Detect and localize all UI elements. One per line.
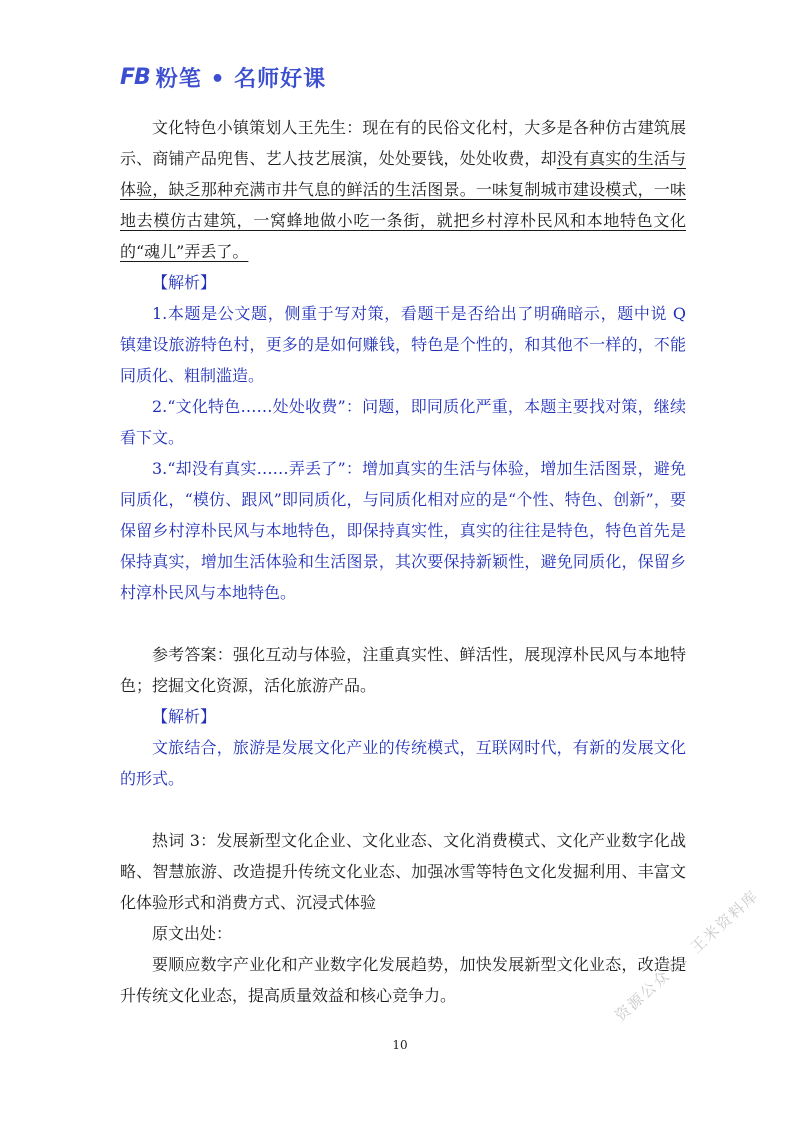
quote-paragraph <box>120 112 686 267</box>
quote-prefix: 文化特色小镇策划人王先生：现在有的民俗文化村，大多是各种仿古建筑展示、商铺产品兜售、艺人技艺展演，处处要钱，处处收费，却 <box>120 118 686 168</box>
source-text: 要顺应数字产业化和产业数字化发展趋势，加快发展新型文化业态，改造提升传统文化业态，提高质量效益和核心竞争力。 <box>120 955 686 1005</box>
analysis-label-2: 【解析】 <box>152 707 217 726</box>
quote-underlined: 没有真实的生活与体验，缺乏那种充满市井气息的鲜活的生活图景。一味复制城市建设模式，一味地去模仿古建筑，一窝蜂地做小吃一条街，就把乡村淳朴民风和本地特色文化的“魂儿”弄丢了。 <box>120 149 686 261</box>
logo-mark: FB <box>120 65 150 90</box>
brand-logo <box>120 62 326 93</box>
source-label: 原文出处： <box>152 924 233 943</box>
analysis-point-3: 3.“却没有真实……弄丢了”：增加真实的生活与体验，增加生活图景，避免同质化，“模仿、跟风”即同质化，与同质化相对应的是“个性、特色、创新”，要保留乡村淳朴民风与本地特色，即保持真实性，真实的往往是特色，特色首先是保持真实，增加生活体验和生活图景，其次要保持新颖性，避免同质化，保留乡村淳朴民风与本地特色。 <box>120 459 686 602</box>
hotword-paragraph: 热词 3：发展新型文化企业、文化业态、文化消费模式、文化产业数字化战略、智慧旅游、改造提升传统文化业态、加强冰雪等特色文化发掘利用、丰富文化体验形式和消费方式、沉浸式体验 <box>120 831 686 912</box>
page-number: 10 <box>392 1038 408 1052</box>
analysis-point-1: 1.本题是公文题，侧重于写对策，看题干是否给出了明确暗示，题中说 Q 镇建设旅游特色村，更多的是如何赚钱，特色是个性的，和其他不一样的，不能同质化、粗制滥造。 <box>120 304 686 385</box>
analysis-label-1: 【解析】 <box>152 273 217 292</box>
analysis-point-4: 文旅结合，旅游是发展文化产业的传统模式，互联网时代，有新的发展文化的形式。 <box>120 738 686 788</box>
analysis-point-2: 2.“文化特色……处处收费”：问题，即同质化严重，本题主要找对策，继续看下文。 <box>120 397 686 447</box>
logo-text: 粉笔 • 名师好课 <box>155 67 327 92</box>
reference-answer: 参考答案：强化互动与体验，注重真实性、鲜活性，展现淳朴民风与本地特色；挖掘文化资源，活化旅游产品。 <box>120 645 686 695</box>
watermark: 资源公众号：王米资料库 <box>611 886 763 1025</box>
document-body <box>120 112 686 1011</box>
